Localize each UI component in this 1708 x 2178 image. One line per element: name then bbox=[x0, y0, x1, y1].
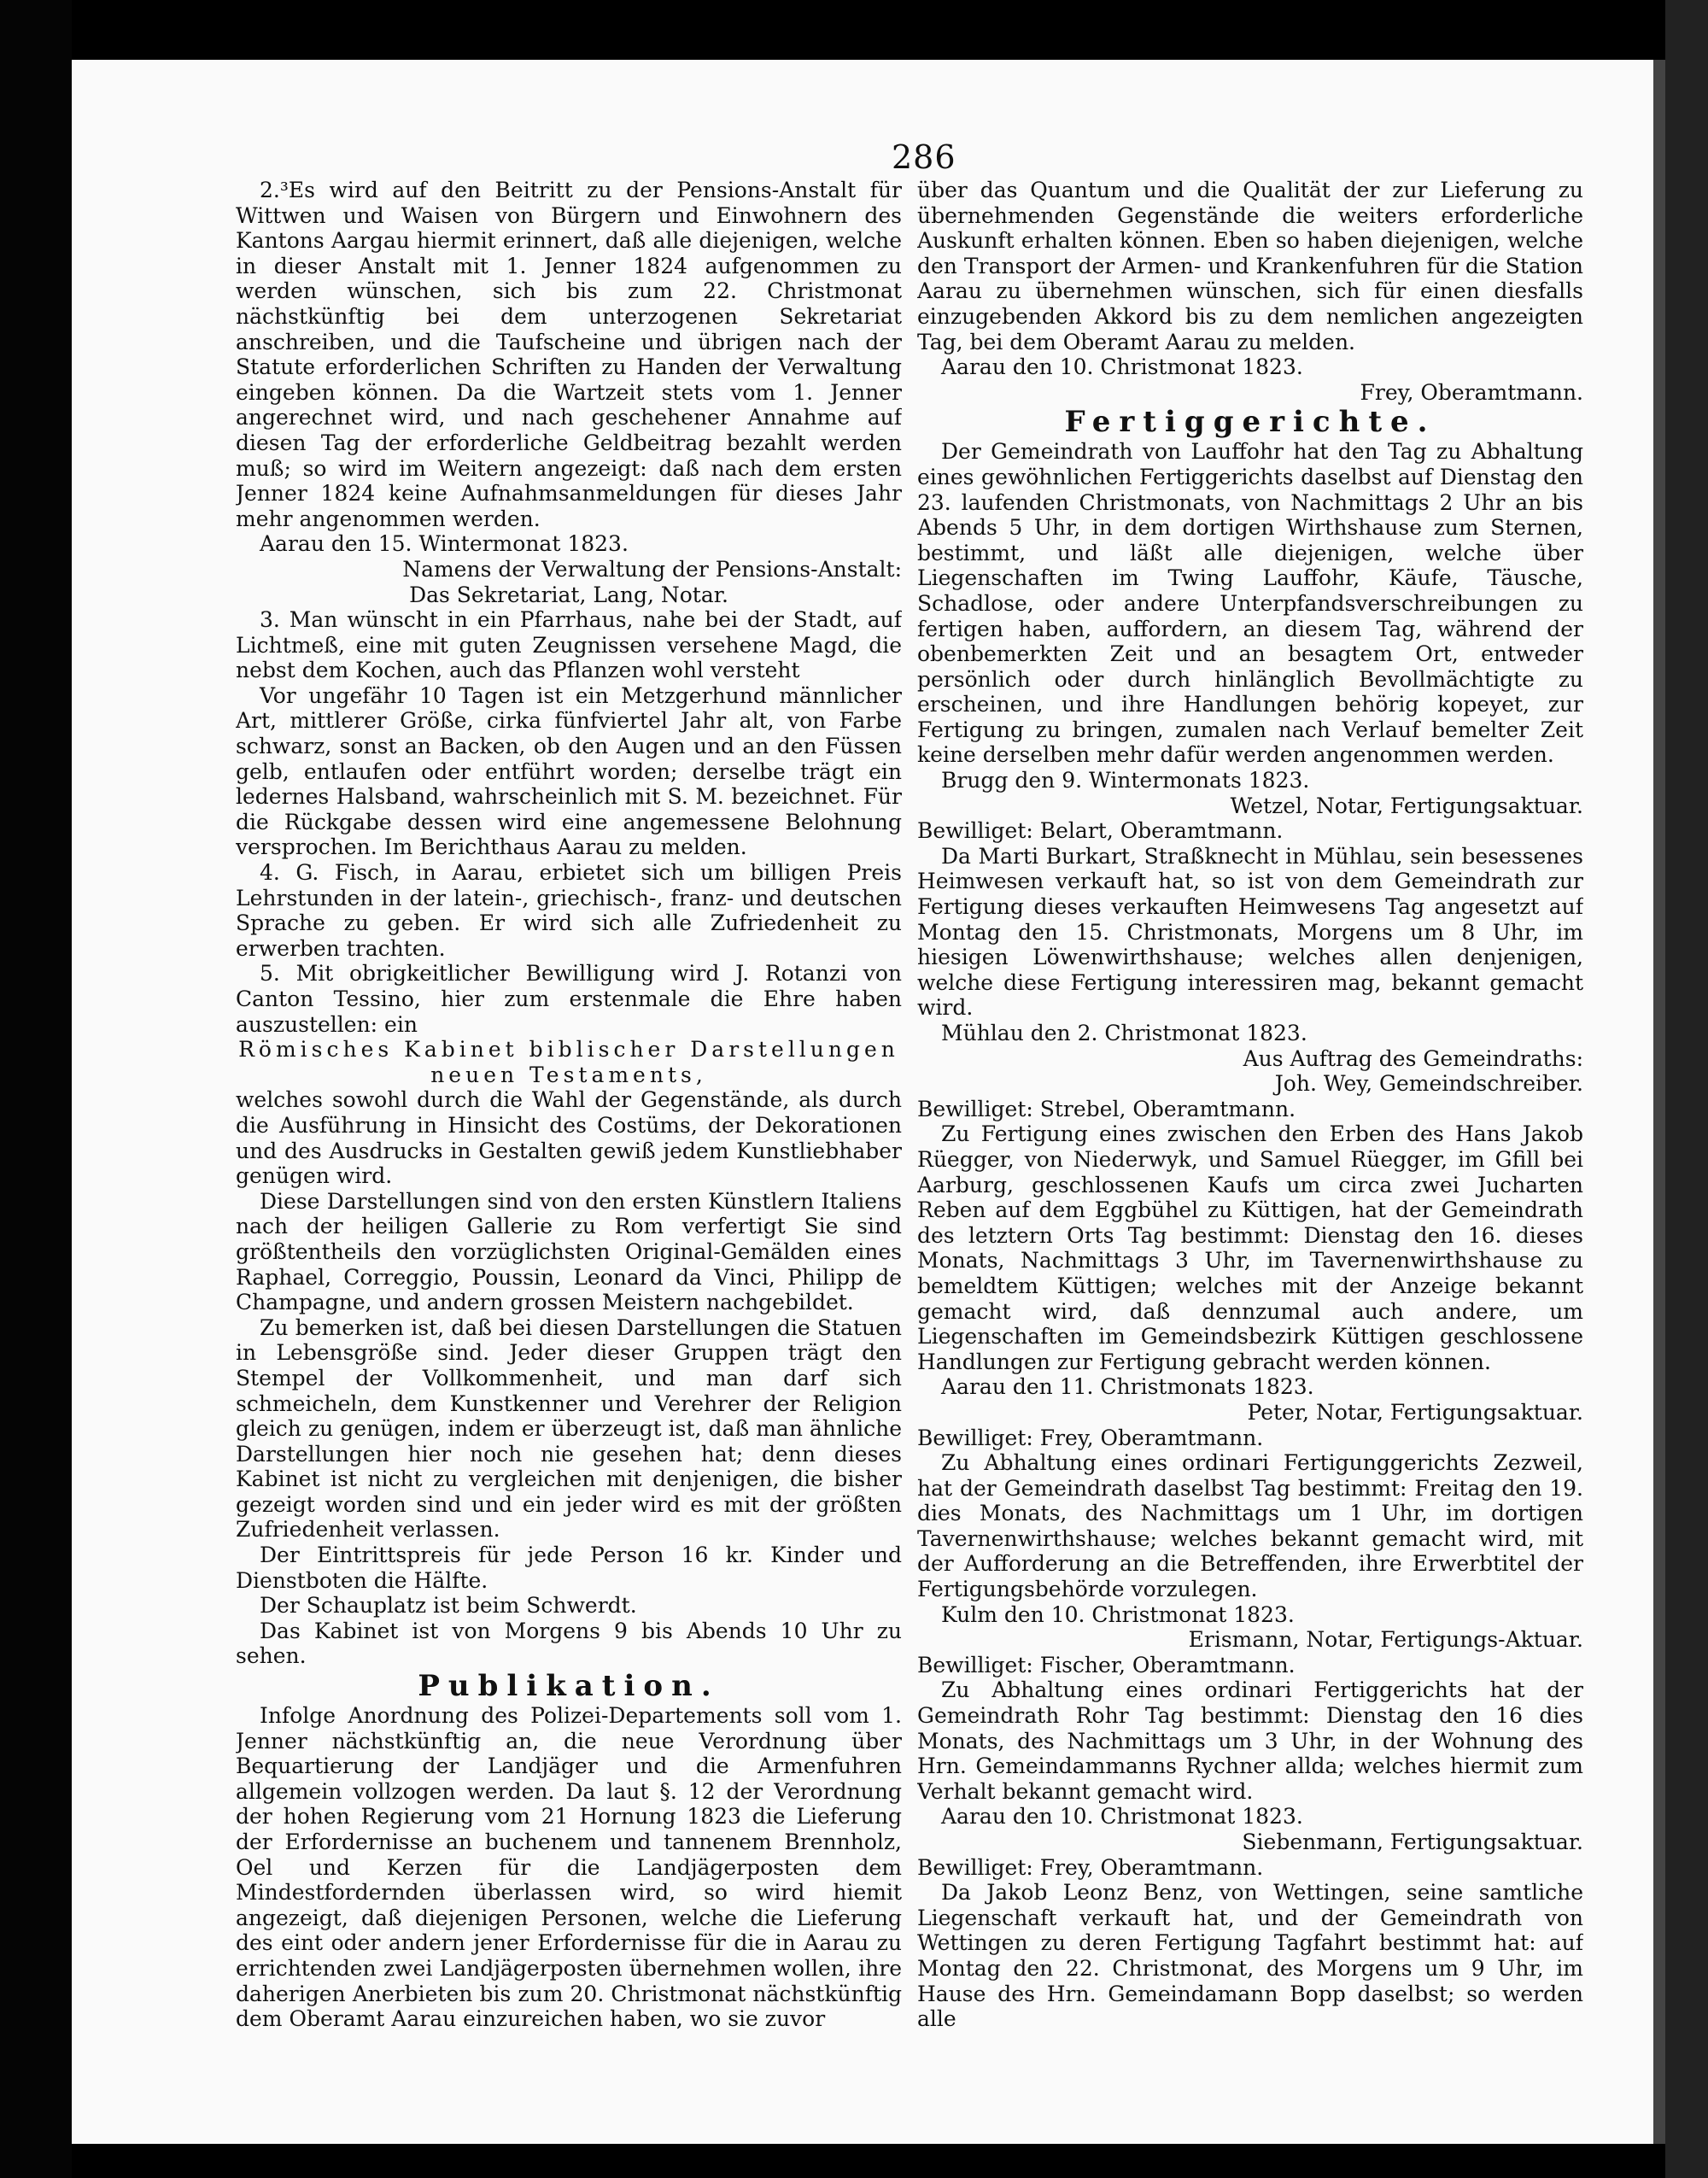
paragraph: Joh. Wey, Gemeindschreiber. bbox=[1274, 1071, 1583, 1097]
page-number: 286 bbox=[892, 138, 956, 176]
paragraph: Das Sekretariat, Lang, Notar. bbox=[409, 582, 728, 607]
paragraph: 4. G. Fisch, in Aarau, erbietet sich um billigen Preis Lehrstunden in der latein-, griechisch-, franz- und deutschen Sprache zu geben. Er wird sich alle Zufriedenheit zu erwerben trachten. bbox=[236, 860, 902, 961]
paragraph: Der Schauplatz ist beim Schwerdt. bbox=[260, 1593, 637, 1619]
paragraph: Vor ungefähr 10 Tagen ist ein Metzgerhund männlicher Art, mittlerer Größe, cirka fünfviertel Jahr alt, von Farbe schwarz, sonst an Backen, ob den Augen und an den Füssen gelb, entlaufen oder entführt worden; derselbe trägt ein ledernes Halsband, wahrscheinlich mit S. M. bezeichnet. Für die Rückgabe dessen wird eine angemessene Belohnung versprochen. Im Berichthaus Aarau zu melden. bbox=[236, 682, 902, 860]
paragraph: 3. Man wünscht in ein Pfarrhaus, nahe bei der Stadt, auf Lichtmeß, eine mit guten Zeugnissen versehene Magd, die nebst dem Kochen, auch das Pflanzen wohl versteht bbox=[236, 607, 902, 683]
paragraph: Zu Abhaltung eines ordinari Fertigunggerichts Zezweil, hat der Gemeindrath daselbst Tag bestimmt: Freitag den 19. dies Monats, des Nachmittags um 1 Uhr, im dortigen Tavernenwirthshause; welches bekannt gemacht wird, mit der Aufforderung an die Betreffenden, ihre Erwerbtitel der Fertigungsbehörde vorzulegen. bbox=[917, 1450, 1583, 1602]
paragraph: Das Kabinet ist von Morgens 9 bis Abends 10 Uhr zu sehen. bbox=[236, 1618, 902, 1669]
paragraph: Römisches Kabinet biblischer Darstellungen bbox=[238, 1037, 899, 1063]
paragraph: neuen Testaments, bbox=[430, 1062, 707, 1087]
paragraph: Peter, Notar, Fertigungsaktuar. bbox=[1247, 1399, 1583, 1425]
paragraph: Aarau den 11. Christmonats 1823. bbox=[941, 1374, 1314, 1400]
paragraph: Da Marti Burkart, Straßknecht in Mühlau, sein besessenes Heimwesen verkauft hat, so ist von dem Gemeindrath zur Fertigung dieses verkauften Heimwesens Tag angesetzt auf Montag den 15. Christmonats, Morgens um 8 Uhr, im hiesigen Löwenwirthshause; welches allen denjenigen, welche diese Fertigung interessiren mag, bekannt gemacht wird. bbox=[917, 843, 1583, 1021]
scan-border-left bbox=[0, 0, 72, 2178]
paragraph: 5. Mit obrigkeitlicher Bewilligung wird J. Rotanzi von Canton Tessino, hier zum erstenmale die Ehre haben auszustellen: ein bbox=[236, 961, 902, 1037]
paragraph: 2.³Es wird auf den Beitritt zu der Pensions-Anstalt für Wittwen und Waisen von Bürgern und Einwohnern des Kantons Aargau hiermit erinnert, daß alle diejenigen, welche in dieser Anstalt mit 1. Jenner 1824 aufgenommen zu werden wünschen, sich bis zum 22. Christmonat nächstkünftig bei dem unterzogenen Sekretariat anschreiben, und die Taufscheine und übrigen nach der Statute erforderlichen Schriften zu Handen der Verwaltung eingeben können. Da die Wartzeit stets vom 1. Jenner angerechnet wird, und nach geschehener Annahme auf diesen Tag der erforderliche Geldbeitrag bezahlt werden muß; so wird im Weitern angezeigt: daß nach dem ersten Jenner 1824 keine Aufnahmsanmeldungen für dieses Jahr mehr angenommen werden. bbox=[236, 178, 902, 531]
paragraph: Aarau den 10. Christmonat 1823. bbox=[941, 354, 1303, 380]
paragraph: Der Eintrittspreis für jede Person 16 kr. Kinder und Dienstboten die Hälfte. bbox=[236, 1543, 902, 1593]
left-column bbox=[236, 178, 902, 2040]
paragraph: Da Jakob Leonz Benz, von Wettingen, seine samtliche Liegenschaft verkauft hat, und der Gemeindrath von Wettingen zu deren Fertigung Tagfahrt bestimmt hat: auf Montag den 22. Christmonat, des Morgens um 9 Uhr, im Hause des Hrn. Gemeindamann Bopp daselbst; so werden alle bbox=[917, 1880, 1583, 2032]
paragraph: Brugg den 9. Wintermonats 1823. bbox=[941, 768, 1310, 793]
scan-border-right bbox=[1665, 0, 1708, 2178]
paragraph: Wetzel, Notar, Fertigungsaktuar. bbox=[1230, 793, 1583, 818]
paragraph: Bewilliget: Belart, Oberamtmann. bbox=[917, 818, 1284, 844]
paragraph: Diese Darstellungen sind von den ersten Künstlern Italiens nach der heiligen Gallerie zu Rom verfertigt Sie sind größtentheils den vorzüglichsten Original-Gemälden eines Raphael, Correggio, Poussin, Leonard da Vinci, Philipp de Champagne, und andern grossen Meistern nachgebildet. bbox=[236, 1188, 902, 1315]
paragraph: Mühlau den 2. Christmonat 1823. bbox=[941, 1021, 1307, 1045]
paragraph: Erismann, Notar, Fertigungs-Aktuar. bbox=[1188, 1627, 1583, 1653]
paragraph: Bewilliget: Fischer, Oberamtmann. bbox=[917, 1652, 1296, 1677]
paragraph: Frey, Oberamtmann. bbox=[1360, 379, 1583, 405]
page-edge-shadow bbox=[1653, 60, 1665, 2144]
paragraph: Siebenmann, Fertigungsaktuar. bbox=[1242, 1830, 1583, 1854]
paragraph: Namens der Verwaltung der Pensions-Anstalt: bbox=[402, 556, 902, 582]
paragraph: Aarau den 15. Wintermonat 1823. bbox=[260, 531, 629, 557]
paragraph: Zu Fertigung eines zwischen den Erben des Hans Jakob Rüegger, von Niederwyk, und Samuel Rüegger, im Gfill bei Aarburg, geschlossenen Kaufs um circa zwei Jucharten Reben auf dem Eggbühel zu Küttigen, hat der Gemeindrath des letztern Orts Tag bestimmt: Dienstag den 16. dieses Monats, Nachmittags 3 Uhr, im Tavernenwirthshause zu bemeldtem Küttigen; welches mit der Anzeige bekannt gemacht wird, daß dennzumal auch andere, um Liegenschaften im Gemeindsbezirk Küttigen geschlossene Handlungen zur Fertigung gebracht werden können. bbox=[917, 1121, 1583, 1374]
paragraph: Zu bemerken ist, daß bei diesen Darstellungen die Statuen in Lebensgröße sind. Jeder dieser Gruppen trägt den Stempel der Vollkommenheit, und man darf sich schmeicheln, dem Kunstkenner und Verehrer der Religion gleich zu genügen, indem er überzeugt ist, daß man ähnliche Darstellungen hier noch nie gesehen hat; denn dieses Kabinet ist nicht zu vergleichen mit denjenigen, die bisher gezeigt worden sind und ein jeder wird es mit der größten Zufriedenheit verlassen. bbox=[236, 1314, 902, 1543]
paragraph: Kulm den 10. Christmonat 1823. bbox=[941, 1601, 1295, 1627]
section-heading: Fertiggerichte. bbox=[1064, 405, 1436, 440]
paragraph: Bewilliget: Frey, Oberamtmann. bbox=[917, 1854, 1264, 1880]
paragraph: Aus Auftrag des Gemeindraths: bbox=[1243, 1045, 1583, 1071]
newspaper-page bbox=[72, 60, 1653, 2144]
paragraph: Infolge Anordnung des Polizei-Departements soll vom 1. Jenner nächstkünftig an, die neue Verordnung über Bequartierung der Landjäger und die Armenfuhren allgemein vollzogen werden. Da laut §. 12 der Verordnung der hohen Regierung vom 21 Hornung 1823 die Lieferung der Erfordernisse an buchenem und tannenem Brennholz, Oel und Kerzen für die Landjägerposten dem Mindestfordernden überlassen wird, so wird hiemit angezeigt, daß diejenigen Personen, welche die Lieferung des eint oder andern jener Erfordernisse für die in Aarau zu errichtenden zwei Landjägerposten übernehmen wollen, ihre daherigen Anerbieten bis zum 20. Christmonat nächstkünftig dem Oberamt Aarau einzureichen haben, wo sie zuvor bbox=[236, 1703, 902, 2032]
paragraph: welches sowohl durch die Wahl der Gegenstände, als durch die Ausführung in Hinsicht des Costüms, der Dekorationen und des Ausdrucks in Gestalten gewiß jedem Kunstliebhaber genügen wird. bbox=[236, 1087, 902, 1189]
section-heading: Publikation. bbox=[418, 1669, 720, 1704]
paragraph: Aarau den 10. Christmonat 1823. bbox=[941, 1804, 1303, 1830]
paragraph: Der Gemeindrath von Lauffohr hat den Tag zu Abhaltung eines gewöhnlichen Fertiggerichts daselbst auf Dienstag den 23. laufenden Christmonats, von Nachmittags 2 Uhr an bis Abends 5 Uhr, in dem dortigen Wirthshause zum Sternen, bestimmt, und läßt alle diejenigen, welche über Liegenschaften im Twing Lauffohr, Käufe, Täusche, Schadlose, oder andere Unterpfandsverschreibungen zu fertigen haben, auffordern, an diesem Tag, während der obenbemerkten Zeit und an besagtem Ort, entweder persönlich oder durch hinlänglich Bevollmächtigte zu erscheinen, und ihre Handlungen behörig kopeyet, zur Fertigung zu bringen, zumalen nach Verlauf bemelter Zeit keine derselben mehr dafür werden angenommen werden. bbox=[917, 439, 1583, 768]
paragraph: über das Quantum und die Qualität der zur Lieferung zu übernehmenden Gegenstände die weiters erforderliche Auskunft erhalten können. Eben so haben diejenigen, welche den Transport der Armen- und Krankenfuhren für die Station Aarau zu übernehmen wünschen, sich für einen diesfalls einzugebenden Akkord bis zu dem nemlichen angezeigten Tag, bei dem Oberamt Aarau zu melden. bbox=[917, 178, 1583, 354]
paragraph: Zu Abhaltung eines ordinari Fertiggerichts hat der Gemeindrath Rohr Tag bestimmt: Dienstag den 16 dies Monats, des Nachmittags um 3 Uhr, in der Wohnung des Hrn. Gemeindammanns Rychner allda; welches hiermit zum Verhalt bekannt gemacht wird. bbox=[917, 1677, 1583, 1804]
paragraph: Bewilliget: Strebel, Oberamtmann. bbox=[917, 1096, 1296, 1121]
right-column bbox=[917, 178, 1583, 2040]
paragraph: Bewilliget: Frey, Oberamtmann. bbox=[917, 1425, 1264, 1450]
